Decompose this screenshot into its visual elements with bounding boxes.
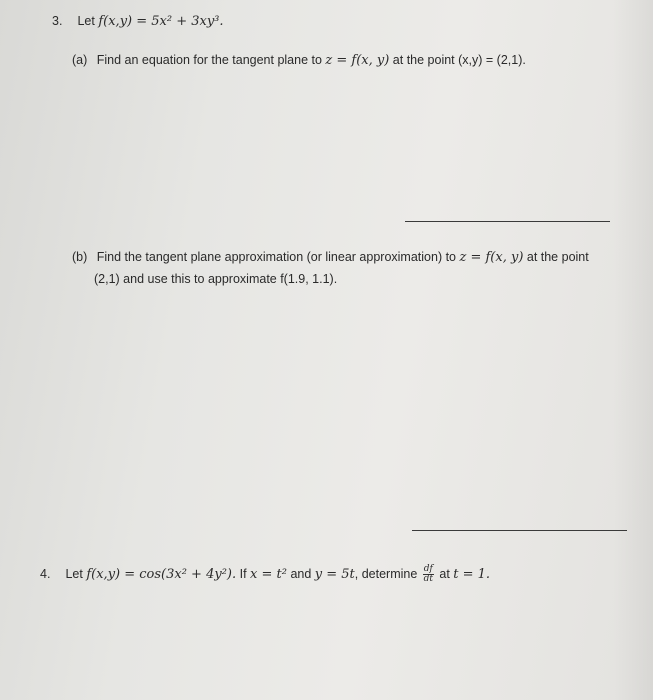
problem-4-x-eq: x = t² (250, 566, 287, 582)
problem-3a-text: Find an equation for the tangent plane to (96, 53, 326, 67)
problem-4-at: at (435, 566, 454, 581)
problem-3a-statement (72, 53, 526, 68)
problem-3b-text-end: at the point (523, 250, 589, 264)
problem-4-statement (40, 565, 490, 584)
problem-3b-statement (72, 250, 589, 265)
problem-3b-label: (b) (72, 250, 88, 264)
problem-3a-point: at the point (x,y) = (2,1). (389, 53, 526, 67)
fraction-denominator: dt (423, 574, 434, 584)
problem-3a-math: z = f(x, y) (325, 53, 390, 68)
problem-4-number: 4. (40, 566, 51, 581)
derivative-fraction (423, 565, 434, 584)
problem-3a-answer-line (405, 221, 610, 222)
problem-4-t-eq: t = 1. (453, 566, 491, 582)
problem-4-and: and (286, 566, 315, 581)
problem-3b-math: z = f(x, y) (459, 250, 524, 265)
problem-3b-answer-line (412, 530, 627, 531)
problem-4-if: If (236, 566, 251, 581)
problem-3-number: 3. (52, 14, 63, 28)
problem-4-determine: , determine (354, 566, 421, 581)
problem-3-intro: Let (77, 14, 99, 28)
problem-3-statement (52, 14, 224, 29)
problem-3a-label: (a) (72, 53, 88, 67)
problem-3-function: f(x,y) = 5x² + 3xy³. (98, 14, 224, 29)
problem-3b-statement-line2: (2,1) and use this to approximate f(1.9, 1.1). (94, 272, 338, 286)
page-edge-shadow (613, 0, 653, 700)
fraction-numerator: df (423, 564, 433, 574)
problem-4-function: f(x,y) = cos(3x² + 4y²). (86, 566, 237, 582)
problem-4-y-eq: y = 5t (314, 566, 355, 582)
problem-4-intro: Let (65, 566, 87, 581)
problem-3b-text: Find the tangent plane approximation (or linear approximation) to (96, 250, 460, 264)
